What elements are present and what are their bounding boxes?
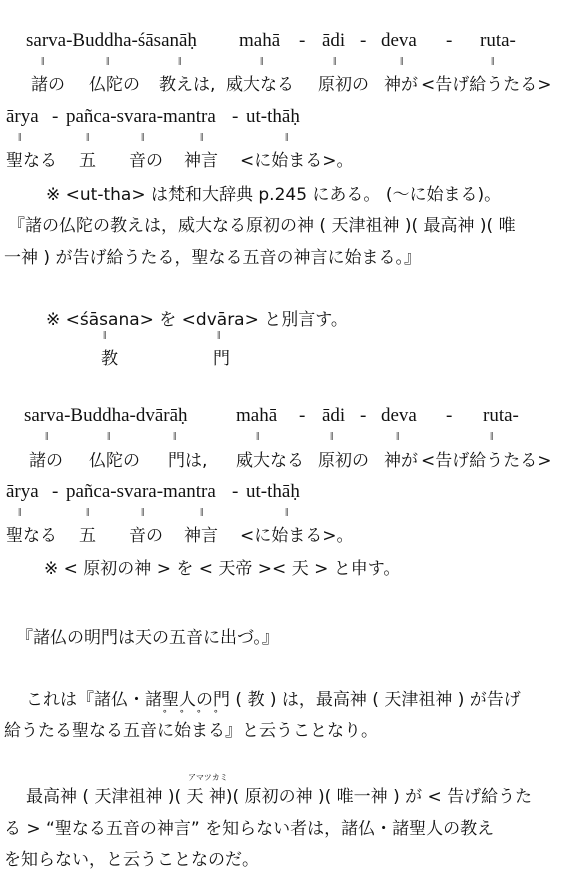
roman-dash: - — [52, 106, 59, 127]
gloss-bar: ‖ — [491, 54, 494, 68]
roman-word: mahā — [239, 30, 281, 51]
roman-word: pañca-svara-mantra — [66, 106, 216, 127]
roman-word: ut-thāḥ — [246, 481, 300, 502]
roman-word: ut-thāḥ — [246, 106, 300, 127]
gloss-bar: ‖ — [178, 54, 181, 68]
gloss-word: 諸の — [29, 451, 63, 471]
gloss-bar: ‖ — [217, 328, 220, 342]
note-heaven: ※ < 原初の神 > を < 天帝 >< 天 > と申す。 — [44, 559, 401, 579]
gloss-word: 仏陀の — [89, 75, 140, 95]
gloss-bar: ‖ — [106, 54, 109, 68]
emphasis-dotted-text — [157, 721, 225, 741]
roman-word: mahā — [236, 405, 278, 426]
gloss-word: 聖なる — [6, 151, 57, 171]
emphasis-char: ∘ ま — [191, 716, 208, 741]
gloss-word: 神が — [384, 451, 418, 471]
para-line — [4, 716, 378, 741]
quote-line: 一神 ) が告げ給うたる，聖なる五音の神言に始まる。』 — [4, 248, 421, 268]
roman-word: ādi — [322, 30, 346, 51]
roman-word: sarva-Buddha-śāsanāḥ — [26, 30, 197, 51]
gloss-word: <に始まる>。 — [240, 526, 354, 546]
roman-dash: - — [232, 106, 239, 127]
gloss-word: 原初の — [318, 451, 369, 471]
gloss-word: 門は, — [168, 451, 208, 471]
para-line: これは『諸仏・諸聖人の門 ( 教 ) は，最高神 ( 天津祖神 ) が告げ — [26, 690, 521, 710]
gloss-word: 聖なる — [6, 526, 57, 546]
ruby-base-text: 天 神 — [181, 787, 226, 807]
roman-dash: - — [446, 405, 453, 426]
roman-dash: - — [446, 30, 453, 51]
roman-word: deva — [381, 30, 417, 51]
gloss-word: 神言 — [184, 151, 218, 171]
para-line: を知らない，と云うことなのだ。 — [4, 850, 259, 870]
gloss-bar: ‖ — [18, 505, 21, 519]
roman-dash: - — [52, 481, 59, 502]
roman-dash: - — [299, 30, 306, 51]
roman-word: ruta- — [480, 30, 516, 51]
gloss-word: 諸の — [31, 75, 65, 95]
gloss-word: 神が — [384, 75, 418, 95]
roman-dash: - — [360, 30, 367, 51]
quote-five-sounds: 『諸仏の明門は天の五音に出づ。』 — [16, 628, 279, 648]
gloss-word: 教 — [101, 349, 118, 369]
gloss-bar: ‖ — [86, 130, 89, 144]
gloss-bar: ‖ — [285, 130, 288, 144]
roman-dash: - — [360, 405, 367, 426]
para-text: )( 原初の神 )( 唯一神 ) が < 告げ給うた — [225, 787, 533, 807]
gloss-word: 原初の — [318, 75, 369, 95]
gloss-bar: ‖ — [86, 505, 89, 519]
para-line: る > “聖なる五音の神言” を知らない者は，諸仏・諸聖人の教え — [4, 819, 495, 839]
gloss-word: 五 — [79, 151, 96, 171]
roman-dash: - — [299, 405, 306, 426]
gloss-bar: ‖ — [400, 54, 403, 68]
gloss-bar: ‖ — [45, 429, 48, 443]
gloss-word: 仏陀の — [89, 451, 140, 471]
para-text: 』と云うことなり。 — [225, 721, 378, 741]
gloss-bar: ‖ — [333, 54, 336, 68]
gloss-word: 神言 — [184, 526, 218, 546]
emphasis-char: ∘ る — [208, 716, 225, 741]
gloss-word: <に始まる>。 — [240, 151, 354, 171]
gloss-bar: ‖ — [396, 429, 399, 443]
gloss-word: <告げ給うたる> — [421, 75, 552, 95]
gloss-bar: ‖ — [103, 328, 106, 342]
gloss-bar: ‖ — [107, 429, 110, 443]
note-ut-tha: ※ <ut-tha> は梵和大辞典 p.245 にある。 (〜に始まる)。 — [46, 185, 502, 205]
gloss-bar: ‖ — [18, 130, 21, 144]
emphasis-char: ∘ 始 — [174, 716, 191, 741]
gloss-bar: ‖ — [256, 429, 259, 443]
roman-word: ādi — [322, 405, 346, 426]
gloss-word: 威大なる — [236, 451, 304, 471]
roman-word: ārya — [6, 106, 39, 127]
para-line — [26, 782, 532, 807]
note-sasana: ※ <śāsana> を <dvāra> と別言す。 — [46, 310, 348, 330]
gloss-word: 威大なる — [226, 75, 294, 95]
roman-word: sarva-Buddha-dvārāḥ — [24, 405, 188, 426]
gloss-word: 門 — [213, 349, 230, 369]
roman-word: ārya — [6, 481, 39, 502]
gloss-word: 教えは, — [159, 75, 216, 95]
roman-word: pañca-svara-mantra — [66, 481, 216, 502]
furigana: アマツカミ — [188, 773, 228, 782]
gloss-bar: ‖ — [41, 54, 44, 68]
gloss-bar: ‖ — [141, 505, 144, 519]
gloss-bar: ‖ — [173, 429, 176, 443]
gloss-bar: ‖ — [141, 130, 144, 144]
gloss-word: <告げ給うたる> — [421, 451, 552, 471]
roman-word: deva — [381, 405, 417, 426]
para-text: 給うたる聖なる五音 — [4, 721, 157, 741]
emphasis-char: ∘ に — [157, 716, 174, 741]
gloss-bar: ‖ — [285, 505, 288, 519]
gloss-bar: ‖ — [490, 429, 493, 443]
gloss-word: 音の — [129, 151, 163, 171]
roman-word: ruta- — [483, 405, 519, 426]
gloss-bar: ‖ — [200, 130, 203, 144]
gloss-bar: ‖ — [330, 429, 333, 443]
gloss-bar: ‖ — [200, 505, 203, 519]
gloss-bar: ‖ — [260, 54, 263, 68]
roman-dash: - — [232, 481, 239, 502]
quote-line: 『諸の仏陀の教えは，威大なる原初の神 ( 天津祖神 )( 最高神 )( 唯 — [8, 216, 516, 236]
gloss-word: 音の — [129, 526, 163, 546]
para-text: 最高神 ( 天津祖神 )( — [26, 787, 182, 807]
gloss-word: 五 — [79, 526, 96, 546]
